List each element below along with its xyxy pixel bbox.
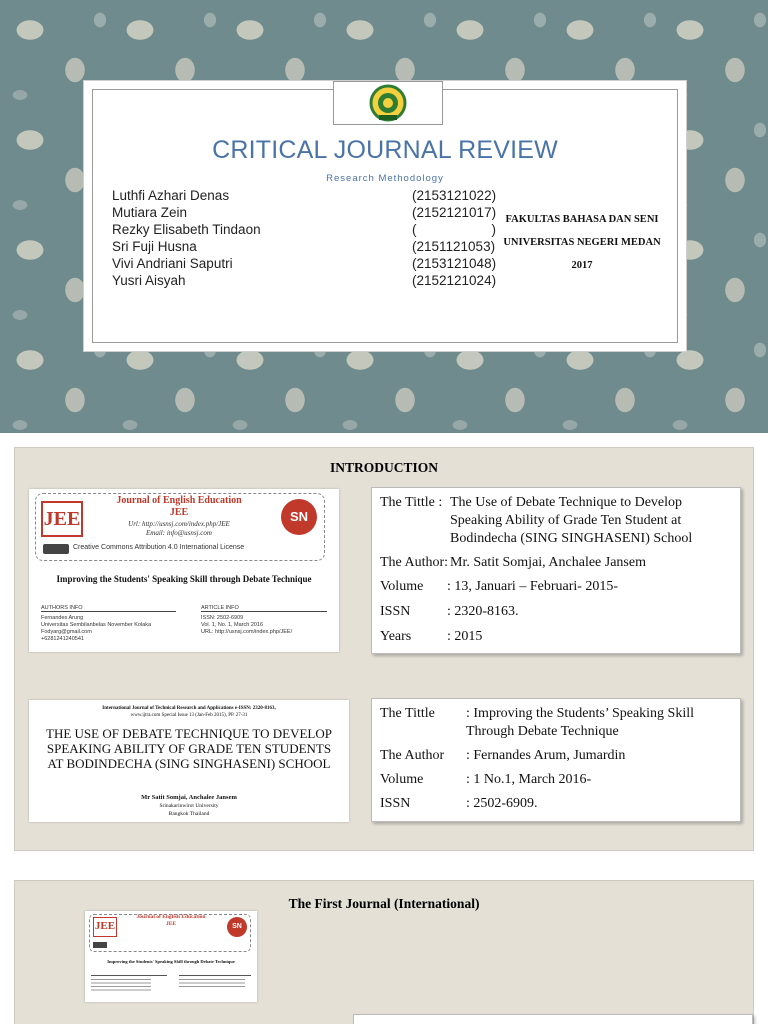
jee-logo: JEE [93, 917, 117, 937]
first-journal-slide [14, 880, 754, 1024]
member-name: Yusri Aisyah [112, 273, 186, 288]
journal-email: Email: info@usnsj.com [146, 529, 212, 537]
member-id: (2152121024) [412, 273, 497, 288]
author-city: Bangkok Thailand [168, 811, 210, 817]
authors-info-lines [91, 979, 151, 993]
license-text: Creative Commons Attribution 4.0 International License [73, 544, 245, 551]
author-row: The Author: Mr. Satit Somjai, Anchalee Jansem [380, 555, 646, 570]
slide-heading: The First Journal (International) [288, 896, 480, 911]
member-id: (2153121022) [412, 188, 497, 203]
faculty-block [492, 212, 672, 273]
university-seal-icon [367, 84, 409, 122]
member-name: Mutiara Zein [112, 205, 188, 220]
divider [179, 975, 251, 976]
member-id: (2153121048) [412, 256, 497, 271]
cc-license-icon [93, 942, 107, 948]
article-authors: Mr Satit Somjai, Anchalee Jansem [141, 794, 237, 801]
jee-journal-thumbnail [85, 911, 257, 1002]
title-card-frame [92, 89, 678, 343]
article-info: ISSN: 2502-6909 Vol. 1, No. 1, March 2016 URL: http://usnsj.com/index.php/JEE/ [201, 615, 293, 635]
journal-name: Journal of English Education [116, 495, 242, 506]
faculty-name: FAKULTAS BAHASA DAN SENI [505, 214, 659, 225]
member-id: (2151121053) [412, 239, 496, 254]
page-subtitle: Research Methodology [326, 173, 444, 184]
volume-row: Volume : 1 No.1, March 2016- [380, 772, 592, 787]
journal-info-box-1 [371, 487, 741, 654]
author-university: Srinakarinwirot University [159, 803, 219, 809]
jee-journal-image [29, 489, 339, 652]
member-row [112, 256, 502, 273]
journal-url: Url: http://usnsj.com/index.php/JEE [128, 520, 230, 528]
journal-info-box-2 [371, 698, 741, 822]
slide-heading: INTRODUCTION [329, 460, 438, 475]
years-row: Years : 2015 [380, 629, 483, 644]
title-row: The Tittle : Improving the Students’ Speaking Skill Through Debate Technique [380, 706, 695, 739]
article-title: THE USE OF DEBATE TECHNIQUE TO DEVELOP SPEAKING ABILITY OF GRADE TEN STUDENTS AT BODINDECHA (SING SINGHASENI) SCHOOL [46, 726, 332, 771]
journal-abbr: JEE [169, 507, 189, 518]
title-row: The Tittle : The Use of Debate Technique to Develop Speaking Ability of Grade Ten Student at Bodindecha (SING SINGHASENI) School [380, 495, 693, 546]
introduction-slide [14, 447, 754, 851]
journal-abbr: JEE [165, 921, 177, 927]
member-row [112, 222, 502, 239]
article-title: Improving the Students' Speaking Skill through Debate Technique [107, 959, 235, 964]
university-logo [333, 81, 443, 125]
member-name: Luthfi Azhari Denas [112, 188, 230, 203]
member-id: ( ) [412, 222, 497, 237]
divider [91, 975, 167, 976]
article-title: Improving the Students' Speaking Skill through Debate Technique [56, 574, 312, 584]
international-journal-image [29, 700, 349, 822]
journal-header: International Journal of Technical Research and Applications e-ISSN: 2320-8163, [102, 706, 276, 711]
member-name: Rezky Elisabeth Tindaon [112, 222, 261, 237]
page-title: CRITICAL JOURNAL REVIEW [212, 136, 558, 164]
jee-logo: JEE [41, 501, 83, 537]
member-name: Vivi Andriani Saputri [112, 256, 233, 271]
journal-info-box [353, 1014, 753, 1024]
member-row [112, 273, 502, 290]
member-row [112, 188, 502, 205]
member-id: (2152121017) [412, 205, 497, 220]
article-info-label: ARTICLE INFO [201, 605, 327, 612]
journal-seal: SN [227, 917, 247, 937]
cc-license-icon [43, 544, 69, 554]
authors-info-label: AUTHORS INFO [41, 605, 176, 612]
volume-row: Volume : 13, Januari – Februari- 2015- [380, 579, 619, 594]
university-name: UNIVERSITAS NEGERI MEDAN [503, 237, 661, 248]
member-row [112, 239, 502, 256]
year: 2017 [571, 260, 593, 271]
author-row: The Author : Fernandes Arum, Jumardin [380, 748, 626, 763]
member-name: Sri Fuji Husna [112, 239, 197, 254]
journal-header-2: www.ijtra.com Special Issue 13 (Jan-Feb 2015), PP. 27-31 [130, 713, 248, 718]
title-card [83, 80, 687, 352]
issn-row: ISSN : 2320-8163. [380, 604, 519, 619]
member-list [112, 188, 502, 290]
member-row [112, 205, 502, 222]
title-slide [0, 0, 768, 433]
authors-info: Fernandes Arung Universitas Sembilanbelas November Kolaka Fodyarg@gmail.com +6281241240541 [41, 615, 152, 642]
journal-seal: SN [281, 499, 317, 535]
journal-name: Journal of English Education [136, 914, 206, 920]
issn-row: ISSN : 2502-6909. [380, 796, 538, 811]
article-info-lines [179, 979, 245, 989]
